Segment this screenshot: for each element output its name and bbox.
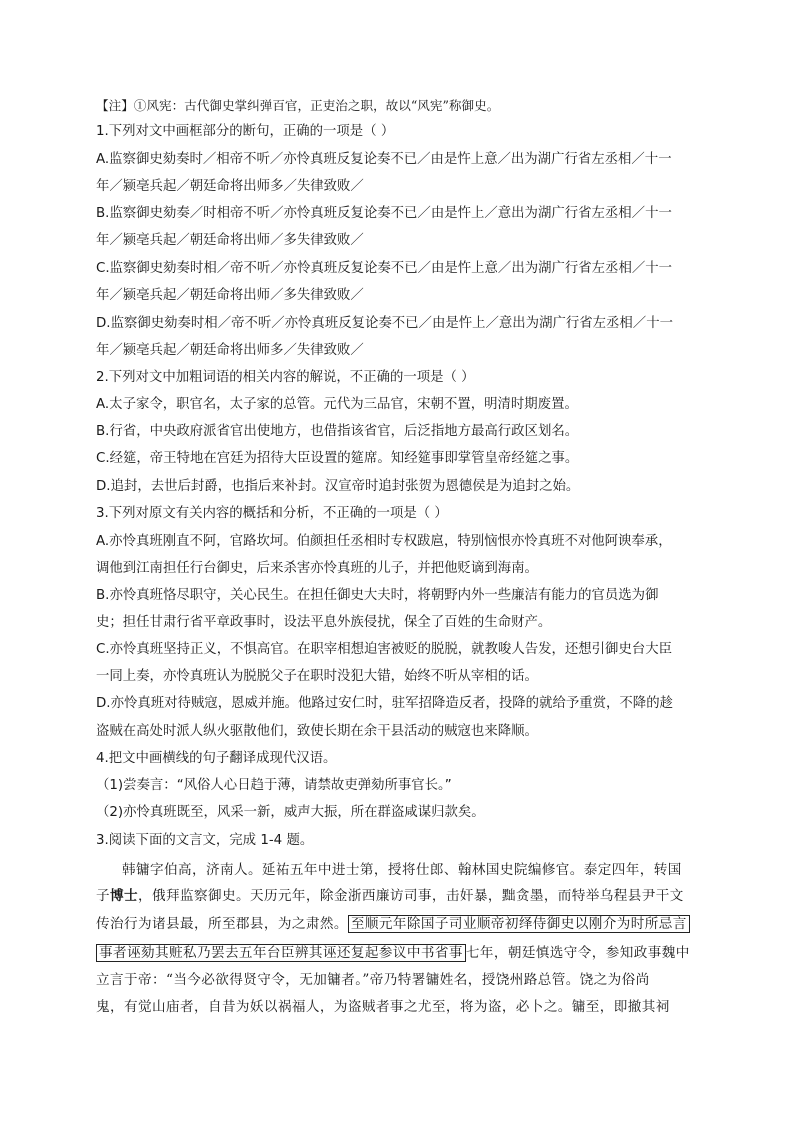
q2-option-b: B.行省，中央政府派省官出使地方，也借指该省官，后泛指地方最高行政区划名。 [96,424,579,439]
passage-line-5: 立言于帝：“当今必欲得贤守令，无加镛者。”帝乃特署镛姓名，授饶州路总管。饶之为俗尚 [96,972,650,988]
q4-sentence-2: （2)亦怜真班既至，风采一新，威声大振，所在群盗咸谋归款矣。 [96,805,485,820]
passage-line-1: 韩镛字伯高，济南人。延祐五年中进士第，授将仕郎、翰林国史院编修官。泰定四年，转国 [122,862,682,878]
passage-line-2-start: 子 [96,888,110,904]
q3-option-c-line1: C.亦怜真班坚持正义，不惧高官。在职宰相想迫害被贬的脱脱，就教唆人告发，还想引御史台大臣 [96,642,673,657]
q3-option-c-line2: 一同上奏，亦怜真班认为脱脱父子在职时没犯大错，始终不听从宰相的话。 [96,669,538,684]
note-tag: 【注】 [96,98,134,113]
passage-line-4-rest: 七年，朝廷慎选守令，参知政事魏中 [465,945,690,961]
passage-line-3 [96,914,702,934]
q1-option-c-line2: 年／颍亳兵起／朝廷命将出师／多失律致败／ [96,288,364,303]
question-2-stem: 2.下列对文中加粗词语的相关内容的解说，不正确的一项是（ ） [96,370,475,385]
q3-option-b-line2: 史；担任甘肃行省平章政事时，设法平息外族侵扰，保全了百姓的生命财产。 [96,615,552,630]
q3-option-a-line1: A.亦怜真班刚直不阿，官路坎坷。伯颜担任丞相时专权跋扈，特别恼恨亦怜真班不对他阿谀奉承， [96,534,672,549]
passage-line-6: 鬼，有觉山庙者，自昔为妖以祸福人，为盗贼者事之尤至，将为盗，必卜之。镛至，即撤其祠 [96,999,670,1015]
q4-sentence-1: （1)尝奏言：“风俗人心日趋于薄，请禁故吏弹劾所事官长。” [96,778,452,793]
q3-option-a-line2: 调他到江南担任行台御史，后来杀害亦怜真班的儿子，并把他贬谪到海南。 [96,561,538,576]
q2-option-c: C.经筵，帝王特地在宫廷为招待大臣设置的筵席。知经筵事即掌管皇帝经筵之事。 [96,451,579,466]
q3-option-d-line1: D.亦怜真班对待贼寇，恩威并施。他路过安仁时，驻军招降造反者，投降的就给予重赏，不降的趁 [96,696,673,711]
question-4-stem: 4.把文中画横线的句子翻译成现代汉语。 [96,751,337,766]
question-1-stem: 1.下列对文中画框部分的断句，正确的一项是（ ） [96,124,395,139]
boxed-punctuation-segment-2: 事者诬劾其赃私乃罢去五年台臣辨其诬还复起参议中书省事 [96,944,466,962]
q1-option-b-line1: B.监察御史劾奏／时相帝不听／亦怜真班反复论奏不已／由是忤上／意出为湖广行省左丞相／十一 [96,206,672,221]
note-text: ①风宪：古代御史掌纠弹百官，正吏治之职，故以“风宪”称御史。 [133,98,500,113]
section-heading: 3.阅读下面的文言文，完成 1-4 题。 [96,833,314,848]
annotation-note [96,96,700,115]
passage-line-3-start: 传治行为诸县最，所至郡县，为之肃然。 [96,916,348,932]
boxed-punctuation-segment-1: 至顺元年除国子司业顺帝初绎侍御史以刚介为时所忌言 [348,915,690,933]
q1-option-b-line2: 年／颍亳兵起／朝廷命将出师／多失律致败／ [96,233,364,248]
passage-line-2-rest: ，俄拜监察御史。天历元年，除金浙西廉访司事，击奸暴，黜贪墨，而特举乌程县尹干文 [138,888,684,904]
q3-option-b-line1: B.亦怜真班恪尽职守，关心民生。在担任御史大夫时，将朝野内外一些廉洁有能力的官员选为御 [96,588,659,603]
q2-option-a: A.太子家令，职官名，太子家的总管。元代为三品官，宋朝不置，明清时期废置。 [96,397,578,412]
q1-option-d-line1: D.监察御史劾奏时相／帝不听／亦怜真班反复论奏不已／由是忤上／意出为湖广行省左丞相／十一 [96,316,673,331]
question-3-stem: 3.下列对原文有关内容的概括和分析，不正确的一项是（ ） [96,506,448,521]
q1-option-c-line1: C.监察御史劾奏时相／帝不听／亦怜真班反复论奏不已／由是忤上意／出为湖广行省左丞相／十一 [96,261,673,276]
q1-option-a-line1: A.监察御史劾奏时／相帝不听／亦怜真班反复论奏不已／由是忤上意／出为湖广行省左丞相／十一 [96,152,672,167]
q1-option-d-line2: 年／颍亳兵起／朝廷命将出师多／失律致败／ [96,343,364,358]
q1-option-a-line2: 年／颍亳兵起／朝廷命将出师多／失律致败／ [96,179,364,194]
passage-line-4 [96,943,702,963]
q2-option-d: D.追封，去世后封爵，也指后来补封。汉宣帝时追封张贺为恩德侯是为追封之始。 [96,479,580,494]
bold-term-boshi: 博士 [110,888,138,904]
q3-option-d-line2: 盗贼在高处时派人纵火驱散他们，致使长期在余干县活动的贼寇也来降顺。 [96,724,538,739]
passage-line-2 [96,886,702,906]
